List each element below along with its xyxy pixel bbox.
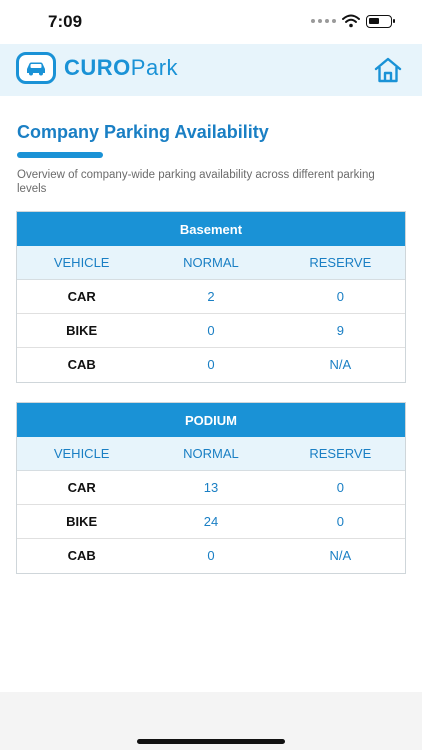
- basement-parking-table: [16, 211, 406, 383]
- home-icon: [374, 57, 402, 83]
- normal-cell: 13: [203, 480, 219, 495]
- title-underline: [17, 152, 103, 158]
- column-header-vehicle: VEHICLE: [53, 446, 110, 461]
- normal-cell: 0: [207, 357, 215, 372]
- table-column-headers: [17, 437, 405, 471]
- reserve-cell: N/A: [329, 548, 352, 563]
- normal-cell: 24: [203, 514, 219, 529]
- normal-cell: 2: [207, 289, 215, 304]
- car-icon: [16, 52, 56, 84]
- table-row: [17, 348, 405, 382]
- vehicle-cell: BIKE: [66, 323, 98, 338]
- page-subtitle: Overview of company-wide parking availability across different parking levels: [17, 169, 375, 195]
- podium-parking-table: [16, 402, 406, 574]
- reserve-cell: N/A: [329, 357, 352, 372]
- app-header: [0, 44, 422, 96]
- home-button[interactable]: [372, 54, 404, 86]
- normal-cell: 0: [207, 323, 215, 338]
- table-row: [17, 314, 405, 348]
- vehicle-cell: CAB: [67, 548, 96, 563]
- home-indicator[interactable]: [137, 739, 285, 744]
- status-bar: [0, 0, 422, 44]
- table-column-headers: [17, 246, 405, 280]
- logo-text: [64, 55, 178, 81]
- column-header-reserve: RESERVE: [309, 255, 372, 270]
- vehicle-cell: CAR: [67, 289, 96, 304]
- status-icons: [311, 14, 392, 28]
- table-row: [17, 505, 405, 539]
- reserve-cell: 0: [336, 514, 344, 529]
- vehicle-cell: CAR: [67, 480, 96, 495]
- reserve-cell: 0: [336, 289, 344, 304]
- reserve-cell: 9: [336, 323, 344, 338]
- table-row: [17, 471, 405, 505]
- page-title: Company Parking Availability: [17, 122, 269, 142]
- table-row: [17, 539, 405, 573]
- normal-cell: 0: [207, 548, 215, 563]
- status-time: 7:09: [48, 12, 83, 31]
- column-header-reserve: RESERVE: [309, 446, 372, 461]
- column-header-normal: NORMAL: [183, 446, 239, 461]
- signal-icon: [311, 19, 336, 23]
- wifi-icon: [342, 14, 360, 28]
- logo-text-bold: CURO: [64, 55, 131, 80]
- table-row: [17, 280, 405, 314]
- logo-text-light: Park: [130, 55, 179, 80]
- table-heading: PODIUM: [17, 403, 405, 437]
- reserve-cell: 0: [336, 480, 344, 495]
- vehicle-cell: BIKE: [66, 514, 98, 529]
- app-logo[interactable]: [16, 52, 178, 84]
- column-header-vehicle: VEHICLE: [53, 255, 110, 270]
- table-heading: Basement: [17, 212, 405, 246]
- column-header-normal: NORMAL: [183, 255, 239, 270]
- battery-icon: [366, 15, 392, 28]
- vehicle-cell: CAB: [67, 357, 96, 372]
